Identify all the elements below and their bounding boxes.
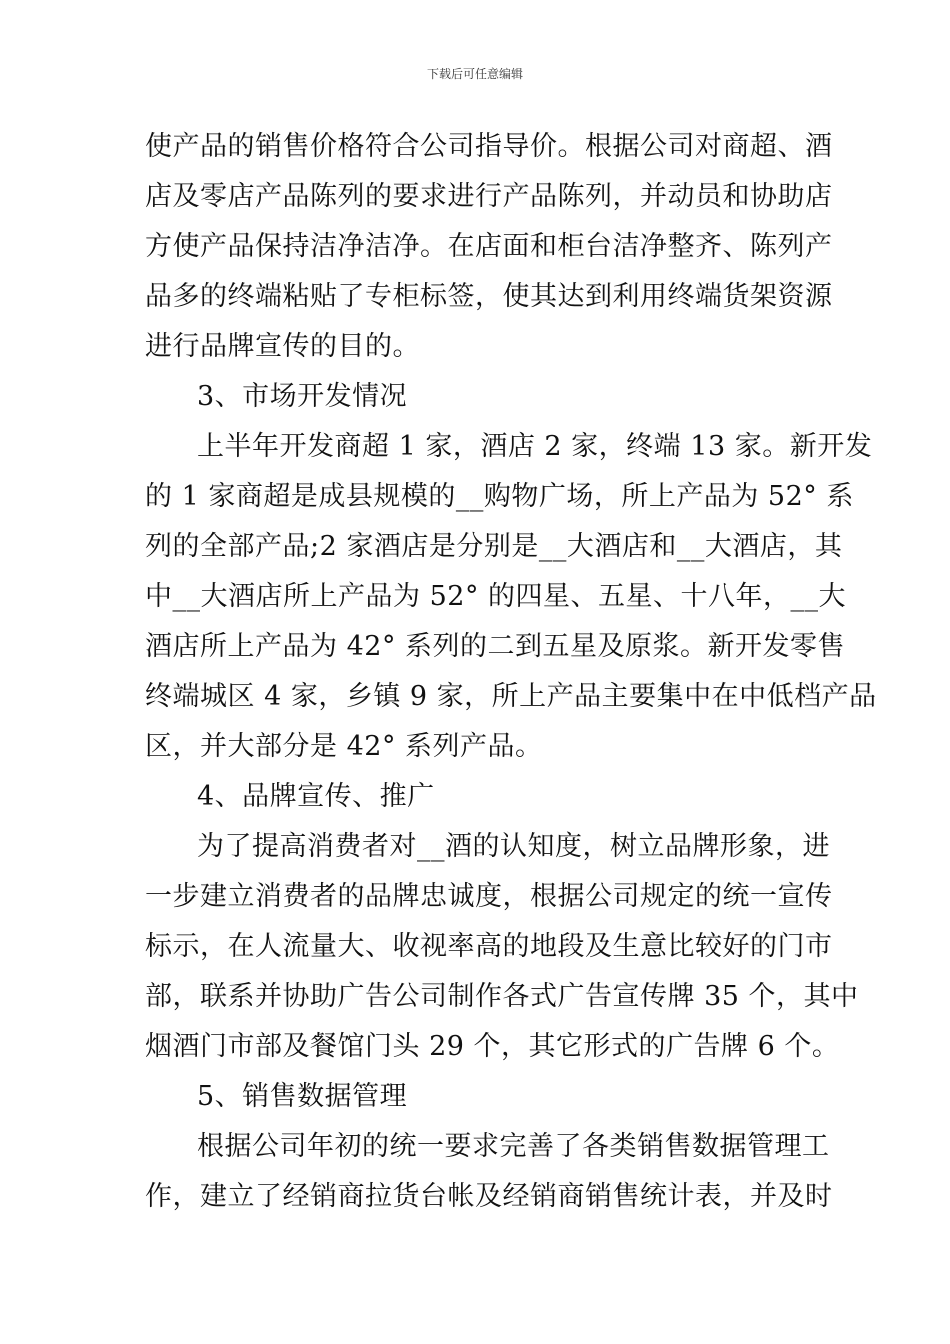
section-heading-brand-promotion: 4、品牌宣传、推广 xyxy=(197,781,435,812)
paragraph-line: 根据公司年初的统一要求完善了各类销售数据管理工 xyxy=(197,1131,830,1162)
paragraph-line: 中__大酒店所上产品为 52° 的四星、五星、十八年，__大 xyxy=(145,581,847,612)
paragraph-line: 区，并大部分是 42° 系列产品。 xyxy=(145,731,543,762)
document-body xyxy=(145,122,877,1222)
paragraph-line: 部，联系并协助广告公司制作各式广告宣传牌 35 个，其中 xyxy=(145,981,859,1012)
paragraph-line: 上半年开发商超 1 家，酒店 2 家，终端 13 家。新开发 xyxy=(197,431,873,462)
paragraph-line: 进行品牌宣传的目的。 xyxy=(145,331,420,362)
paragraph-line: 终端城区 4 家，乡镇 9 家，所上产品主要集中在中低档产品 xyxy=(145,681,877,712)
paragraph-line: 列的全部产品;2 家酒店是分别是__大酒店和__大酒店，其 xyxy=(145,531,843,562)
paragraph-line: 使产品的销售价格符合公司指导价。根据公司对商超、酒 xyxy=(145,131,833,162)
paragraph-line: 一步建立消费者的品牌忠诚度，根据公司规定的统一宣传 xyxy=(145,881,833,912)
paragraph-line: 为了提高消费者对__酒的认知度，树立品牌形象，进 xyxy=(197,831,830,862)
paragraph-line: 烟酒门市部及餐馆门头 29 个，其它形式的广告牌 6 个。 xyxy=(145,1031,840,1062)
section-heading-market-development: 3、市场开发情况 xyxy=(197,381,408,412)
paragraph-line: 标示，在人流量大、收视率高的地段及生意比较好的门市 xyxy=(145,931,833,962)
paragraph-line: 作，建立了经销商拉货台帐及经销商销售统计表，并及时 xyxy=(145,1181,833,1212)
page-header: 下载后可任意编辑 xyxy=(426,67,523,81)
paragraph-line: 酒店所上产品为 42° 系列的二到五星及原浆。新开发零售 xyxy=(145,631,846,662)
section-heading-sales-data: 5、销售数据管理 xyxy=(197,1081,408,1112)
paragraph-line: 店及零店产品陈列的要求进行产品陈列，并动员和协助店 xyxy=(145,181,833,212)
paragraph-line: 品多的终端粘贴了专柜标签，使其达到利用终端货架资源 xyxy=(145,281,833,312)
paragraph-line: 方使产品保持洁净洁净。在店面和柜台洁净整齐、陈列产 xyxy=(145,231,833,262)
paragraph-line: 的 1 家商超是成县规模的__购物广场，所上产品为 52° 系 xyxy=(145,481,854,512)
